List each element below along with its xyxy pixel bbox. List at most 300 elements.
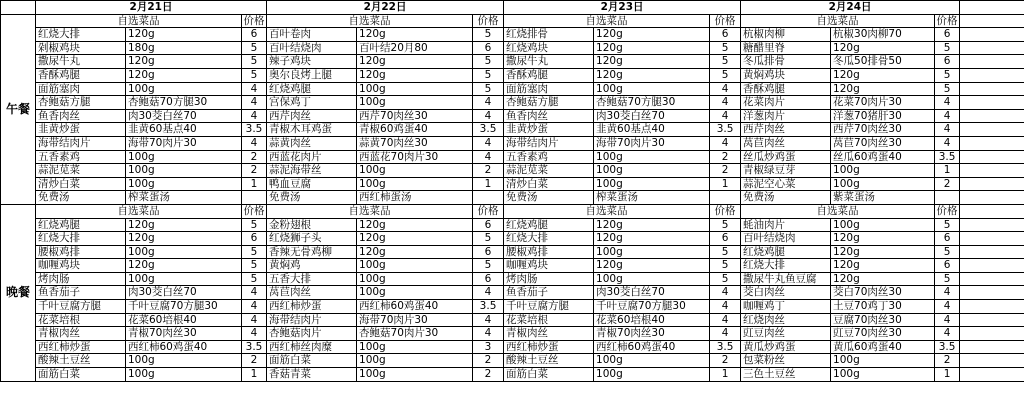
dish-price-cell: 3.5 xyxy=(935,150,960,164)
dish-price-cell: 3.5 xyxy=(242,123,267,137)
dish-name-cell: 红烧鸡块 xyxy=(504,41,594,55)
dish-price-cell: 6 xyxy=(935,232,960,246)
dish-price-cell: 5 xyxy=(242,272,267,286)
dish-price-cell: 5 xyxy=(242,55,267,69)
dish-name-cell: 黄焖鸡块 xyxy=(741,68,831,82)
dish-price-cell: 4 xyxy=(242,136,267,150)
price-column-header: 价格 xyxy=(473,14,504,28)
dish-price-cell: 4 xyxy=(473,313,504,327)
table-row xyxy=(1,41,1024,55)
meal-subheader-row xyxy=(1,204,1024,218)
dish-name-cell: 蒜黄肉丝 xyxy=(267,136,357,150)
dish-price-cell xyxy=(242,191,267,205)
dish-portion-cell: 杏鲍菇70方腿30 xyxy=(594,96,710,110)
price-column-header: 价格 xyxy=(935,14,960,28)
blank-cell xyxy=(960,41,1024,55)
dish-portion-cell: 100g xyxy=(831,354,935,368)
dish-name-cell: 千叶豆腐方腿 xyxy=(504,300,594,314)
dish-portion-cell: 100g xyxy=(831,368,935,382)
dish-name-cell: 蒜泥苋菜 xyxy=(36,164,126,178)
dish-name-cell: 豇豆肉丝 xyxy=(741,327,831,341)
dish-price-cell xyxy=(473,191,504,205)
dish-portion-cell: 100g xyxy=(357,286,473,300)
dish-price-cell: 4 xyxy=(710,136,741,150)
table-row xyxy=(1,272,1024,286)
table-row xyxy=(1,259,1024,273)
meal-label: 午餐 xyxy=(1,14,36,204)
dish-portion-cell: 杭椒30肉柳70 xyxy=(831,28,935,42)
dish-portion-cell: 120g xyxy=(831,82,935,96)
dish-name-cell: 免费汤 xyxy=(36,191,126,205)
dish-price-cell: 6 xyxy=(473,218,504,232)
dish-portion-cell: 120g xyxy=(831,232,935,246)
dish-name-cell: 撒尿牛丸 xyxy=(36,55,126,69)
dish-name-cell: 韭黄炒蛋 xyxy=(504,123,594,137)
dish-portion-cell: 100g xyxy=(357,340,473,354)
dish-portion-cell: 100g xyxy=(126,245,242,259)
day-header: 2月23日 xyxy=(504,1,741,15)
dish-name-cell: 香菇青菜 xyxy=(267,368,357,382)
dish-portion-cell: 120g xyxy=(357,55,473,69)
dish-name-cell: 西芹肉丝 xyxy=(741,123,831,137)
dish-price-cell: 4 xyxy=(242,109,267,123)
menu-column-header: 自选菜品 xyxy=(741,14,935,28)
dish-name-cell: 鸭血豆腐 xyxy=(267,177,357,191)
dish-portion-cell: 120g xyxy=(831,41,935,55)
dish-price-cell: 2 xyxy=(710,150,741,164)
dish-price-cell: 3.5 xyxy=(710,340,741,354)
dish-price-cell: 5 xyxy=(242,218,267,232)
dish-price-cell: 5 xyxy=(935,41,960,55)
dish-name-cell: 糖醋里脊 xyxy=(741,41,831,55)
dish-portion-cell: 100g xyxy=(357,272,473,286)
dish-price-cell: 5 xyxy=(710,55,741,69)
dish-name-cell: 西红柿炒蛋 xyxy=(504,340,594,354)
dish-portion-cell: 青椒70肉丝30 xyxy=(126,327,242,341)
dish-price-cell: 4 xyxy=(710,300,741,314)
blank-cell xyxy=(960,340,1024,354)
table-row xyxy=(1,286,1024,300)
dish-portion-cell: 120g xyxy=(594,232,710,246)
dish-name-cell: 杏鲍菇肉片 xyxy=(267,327,357,341)
dish-portion-cell: 100g xyxy=(831,218,935,232)
dish-name-cell: 青椒肉丝 xyxy=(36,327,126,341)
dish-name-cell: 茭白肉丝 xyxy=(741,286,831,300)
dish-price-cell: 2 xyxy=(710,354,741,368)
dish-price-cell: 5 xyxy=(473,55,504,69)
dish-portion-cell: 120g xyxy=(126,68,242,82)
dish-portion-cell: 100g xyxy=(831,164,935,178)
dish-name-cell: 莴苣肉丝 xyxy=(267,286,357,300)
dish-price-cell: 5 xyxy=(242,245,267,259)
blank-cell xyxy=(960,218,1024,232)
dish-name-cell: 腰椒鸡排 xyxy=(504,245,594,259)
dish-price-cell: 6 xyxy=(473,272,504,286)
dish-price-cell: 4 xyxy=(242,286,267,300)
table-row xyxy=(1,177,1024,191)
dish-price-cell: 1 xyxy=(935,368,960,382)
blank-cell xyxy=(960,123,1024,137)
blank-cell xyxy=(960,245,1024,259)
dish-name-cell: 宫保鸡丁 xyxy=(267,96,357,110)
dish-portion-cell: 120g xyxy=(594,259,710,273)
table-row xyxy=(1,327,1024,341)
blank-cell xyxy=(960,204,1024,218)
dish-price-cell: 5 xyxy=(242,68,267,82)
dish-price-cell: 4 xyxy=(473,136,504,150)
dish-name-cell: 咖喱鸡丁 xyxy=(741,300,831,314)
table-row xyxy=(1,191,1024,205)
dish-portion-cell: 100g xyxy=(594,272,710,286)
dish-price-cell: 2 xyxy=(242,164,267,178)
menu-column-header: 自选菜品 xyxy=(36,204,242,218)
dish-price-cell: 6 xyxy=(242,28,267,42)
dish-name-cell: 青椒绿豆芽 xyxy=(741,164,831,178)
menu-column-header: 自选菜品 xyxy=(504,204,710,218)
price-column-header: 价格 xyxy=(710,204,741,218)
dish-name-cell: 韭黄炒蛋 xyxy=(36,123,126,137)
dish-price-cell: 5 xyxy=(473,28,504,42)
dish-portion-cell: 豇豆70肉丝30 xyxy=(831,327,935,341)
dish-portion-cell: 千叶豆腐70方腿30 xyxy=(126,300,242,314)
dish-portion-cell: 花菜60培根40 xyxy=(126,313,242,327)
dish-name-cell: 杏鲍菇方腿 xyxy=(504,96,594,110)
blank-cell xyxy=(960,286,1024,300)
dish-portion-cell: 120g xyxy=(594,55,710,69)
dish-name-cell: 五香素鸡 xyxy=(36,150,126,164)
dish-name-cell: 杏鲍菇方腿 xyxy=(36,96,126,110)
dish-name-cell: 腰椒鸡排 xyxy=(36,245,126,259)
dish-name-cell: 酸辣土豆丝 xyxy=(504,354,594,368)
dish-price-cell: 1 xyxy=(242,177,267,191)
dish-portion-cell: 100g xyxy=(594,245,710,259)
dish-price-cell: 5 xyxy=(710,245,741,259)
dish-portion-cell: 紫菜蛋汤 xyxy=(831,191,935,205)
dish-price-cell: 4 xyxy=(935,109,960,123)
dish-name-cell: 红烧大排 xyxy=(504,232,594,246)
dish-name-cell: 香酥鸡腿 xyxy=(36,68,126,82)
dish-portion-cell: 120g xyxy=(126,28,242,42)
dish-portion-cell: 100g xyxy=(357,259,473,273)
dish-portion-cell: 100g xyxy=(357,164,473,178)
dish-price-cell: 5 xyxy=(710,68,741,82)
dish-name-cell: 烤肉肠 xyxy=(36,272,126,286)
date-header-row xyxy=(1,1,1024,15)
dish-price-cell: 6 xyxy=(473,245,504,259)
dish-portion-cell: 120g xyxy=(594,41,710,55)
blank-cell xyxy=(960,272,1024,286)
dish-portion-cell: 西蓝花70肉片30 xyxy=(357,150,473,164)
dish-name-cell: 免费汤 xyxy=(741,191,831,205)
dish-name-cell: 莴苣肉丝 xyxy=(741,136,831,150)
meal-subheader-row xyxy=(1,14,1024,28)
dish-portion-cell: 青椒60鸡蛋40 xyxy=(357,123,473,137)
dish-price-cell: 5 xyxy=(473,232,504,246)
dish-price-cell: 3.5 xyxy=(473,123,504,137)
dish-name-cell: 西芹肉丝 xyxy=(267,109,357,123)
dish-portion-cell: 花菜60培根40 xyxy=(594,313,710,327)
dish-price-cell: 3 xyxy=(473,340,504,354)
dish-portion-cell: 120g xyxy=(126,218,242,232)
dish-name-cell: 红烧狮子头 xyxy=(267,232,357,246)
dish-price-cell: 5 xyxy=(935,68,960,82)
dish-name-cell: 香辣无骨鸡柳 xyxy=(267,245,357,259)
dish-price-cell: 4 xyxy=(473,150,504,164)
dish-portion-cell: 120g xyxy=(594,28,710,42)
dish-portion-cell: 180g xyxy=(126,41,242,55)
blank-cell xyxy=(960,259,1024,273)
blank-cell xyxy=(960,232,1024,246)
day-header: 2月24日 xyxy=(741,1,960,15)
dish-price-cell: 4 xyxy=(935,96,960,110)
dish-portion-cell: 西红柿60鸡蛋40 xyxy=(126,340,242,354)
dish-portion-cell: 100g xyxy=(594,368,710,382)
dish-portion-cell: 肉30茭白丝70 xyxy=(126,109,242,123)
dish-portion-cell: 120g xyxy=(831,245,935,259)
dish-price-cell: 4 xyxy=(242,300,267,314)
dish-name-cell: 包菜粉丝 xyxy=(741,354,831,368)
dish-price-cell: 5 xyxy=(710,218,741,232)
dish-name-cell: 红烧排骨 xyxy=(504,28,594,42)
dish-name-cell: 红烧大排 xyxy=(36,28,126,42)
dish-name-cell: 丝瓜炒鸡蛋 xyxy=(741,150,831,164)
menu-column-header: 自选菜品 xyxy=(504,14,710,28)
dish-name-cell: 西红柿炒蛋 xyxy=(267,300,357,314)
dish-price-cell: 4 xyxy=(710,109,741,123)
dish-name-cell: 鱼香茄子 xyxy=(504,286,594,300)
table-row xyxy=(1,313,1024,327)
table-row xyxy=(1,232,1024,246)
blank-cell xyxy=(960,82,1024,96)
dish-name-cell: 鱼香肉丝 xyxy=(36,109,126,123)
dish-price-cell: 1 xyxy=(242,368,267,382)
dish-portion-cell: 韭黄60基点40 xyxy=(126,123,242,137)
dish-price-cell: 4 xyxy=(242,82,267,96)
dish-name-cell: 蒜泥苋菜 xyxy=(504,164,594,178)
dish-name-cell: 奥尔良烤上腿 xyxy=(267,68,357,82)
dish-portion-cell: 100g xyxy=(126,82,242,96)
dish-portion-cell: 100g xyxy=(594,177,710,191)
dish-portion-cell: 100g xyxy=(126,177,242,191)
table-row xyxy=(1,136,1024,150)
blank-cell xyxy=(960,191,1024,205)
dish-price-cell: 5 xyxy=(242,259,267,273)
dish-portion-cell: 西红柿60鸡蛋40 xyxy=(594,340,710,354)
dish-portion-cell: 肉30茭白丝70 xyxy=(126,286,242,300)
blank-cell xyxy=(960,354,1024,368)
dish-portion-cell: 杏鲍菇70方腿30 xyxy=(126,96,242,110)
dish-name-cell: 五香素鸡 xyxy=(504,150,594,164)
dish-name-cell: 红烧鸡腿 xyxy=(504,218,594,232)
blank-cell xyxy=(960,300,1024,314)
dish-price-cell: 2 xyxy=(935,177,960,191)
blank-cell xyxy=(960,327,1024,341)
dish-portion-cell: 120g xyxy=(831,259,935,273)
dish-price-cell: 1 xyxy=(473,177,504,191)
dish-price-cell: 6 xyxy=(935,28,960,42)
table-row xyxy=(1,96,1024,110)
table-row xyxy=(1,368,1024,382)
dish-name-cell: 蒜泥空心菜 xyxy=(741,177,831,191)
dish-name-cell: 青椒木耳鸡蛋 xyxy=(267,123,357,137)
dish-price-cell: 6 xyxy=(935,259,960,273)
dish-name-cell: 鱼香肉丝 xyxy=(504,109,594,123)
dish-name-cell: 黄瓜炒鸡蛋 xyxy=(741,340,831,354)
dish-price-cell: 6 xyxy=(710,28,741,42)
menu-column-header: 自选菜品 xyxy=(267,204,473,218)
dish-name-cell: 免费汤 xyxy=(267,191,357,205)
dish-portion-cell: 100g xyxy=(126,164,242,178)
dish-portion-cell: 西芹70肉丝30 xyxy=(831,123,935,137)
dish-price-cell xyxy=(710,191,741,205)
dish-portion-cell: 100g xyxy=(594,150,710,164)
dish-name-cell: 花菜培根 xyxy=(504,313,594,327)
menu-column-header: 自选菜品 xyxy=(267,14,473,28)
dish-price-cell: 6 xyxy=(242,232,267,246)
dish-price-cell: 4 xyxy=(242,96,267,110)
dish-portion-cell: 100g xyxy=(357,354,473,368)
table-row xyxy=(1,245,1024,259)
table-row xyxy=(1,150,1024,164)
dish-portion-cell: 120g xyxy=(357,245,473,259)
dish-portion-cell: 青椒70肉丝30 xyxy=(594,327,710,341)
dish-price-cell: 4 xyxy=(935,136,960,150)
dish-price-cell: 5 xyxy=(710,41,741,55)
dish-price-cell: 2 xyxy=(473,368,504,382)
dish-price-cell: 4 xyxy=(710,327,741,341)
dish-portion-cell: 榨菜蛋汤 xyxy=(594,191,710,205)
dish-price-cell: 3.5 xyxy=(935,340,960,354)
dish-portion-cell: 西红柿蛋汤 xyxy=(357,191,473,205)
dish-price-cell: 5 xyxy=(710,259,741,273)
dish-price-cell: 2 xyxy=(473,164,504,178)
dish-name-cell: 红烧大排 xyxy=(741,259,831,273)
dish-price-cell: 6 xyxy=(710,232,741,246)
menu-column-header: 自选菜品 xyxy=(36,14,242,28)
dish-portion-cell: 100g xyxy=(357,368,473,382)
dish-name-cell: 面筋白菜 xyxy=(267,354,357,368)
dish-price-cell: 4 xyxy=(710,286,741,300)
dish-portion-cell: 120g xyxy=(357,218,473,232)
dish-price-cell: 5 xyxy=(935,245,960,259)
dish-portion-cell: 120g xyxy=(594,68,710,82)
dish-portion-cell: 100g xyxy=(594,82,710,96)
dish-name-cell: 鱼香茄子 xyxy=(36,286,126,300)
dish-portion-cell: 西红柿60鸡蛋40 xyxy=(357,300,473,314)
dish-name-cell: 花菜肉片 xyxy=(741,96,831,110)
dish-portion-cell: 100g xyxy=(831,177,935,191)
dish-portion-cell: 冬瓜50排骨50 xyxy=(831,55,935,69)
dish-portion-cell: 120g xyxy=(357,68,473,82)
dish-price-cell: 1 xyxy=(710,177,741,191)
dish-name-cell: 咖喱鸡块 xyxy=(36,259,126,273)
dish-price-cell: 4 xyxy=(242,327,267,341)
dish-name-cell: 黄焖鸡 xyxy=(267,259,357,273)
dish-name-cell: 海带结肉片 xyxy=(36,136,126,150)
dish-portion-cell: 茭白70肉丝30 xyxy=(831,286,935,300)
table-row xyxy=(1,28,1024,42)
dish-portion-cell: 百叶结20月80 xyxy=(357,41,473,55)
dish-portion-cell: 花菜70肉片30 xyxy=(831,96,935,110)
dish-name-cell: 青椒肉丝 xyxy=(504,327,594,341)
dish-price-cell: 4 xyxy=(473,96,504,110)
dish-name-cell: 面筋塞肉 xyxy=(36,82,126,96)
dish-name-cell: 清炒白菜 xyxy=(36,177,126,191)
dish-price-cell: 3.5 xyxy=(710,123,741,137)
table-row xyxy=(1,109,1024,123)
dish-price-cell: 1 xyxy=(935,164,960,178)
blank-cell xyxy=(960,136,1024,150)
dish-portion-cell: 120g xyxy=(357,232,473,246)
dish-portion-cell: 100g xyxy=(126,150,242,164)
dish-name-cell: 香酥鸡腿 xyxy=(504,68,594,82)
dish-portion-cell: 豆腐70肉丝30 xyxy=(831,313,935,327)
blank-cell xyxy=(960,109,1024,123)
dish-portion-cell: 120g xyxy=(357,28,473,42)
dish-name-cell: 酸辣土豆丝 xyxy=(36,354,126,368)
dish-name-cell: 蒜泥海带丝 xyxy=(267,164,357,178)
dish-price-cell: 4 xyxy=(710,96,741,110)
table-row xyxy=(1,300,1024,314)
dish-portion-cell: 韭黄60基点40 xyxy=(594,123,710,137)
dish-portion-cell: 洋葱70猪肝30 xyxy=(831,109,935,123)
dish-price-cell: 4 xyxy=(242,313,267,327)
dish-portion-cell: 100g xyxy=(594,354,710,368)
dish-portion-cell: 120g xyxy=(831,272,935,286)
menu-column-header: 自选菜品 xyxy=(741,204,935,218)
price-column-header: 价格 xyxy=(710,14,741,28)
dish-portion-cell: 黄瓜60鸡蛋40 xyxy=(831,340,935,354)
dish-price-cell: 5 xyxy=(473,82,504,96)
blank-cell xyxy=(960,55,1024,69)
dish-name-cell: 香酥鸡腿 xyxy=(741,82,831,96)
dish-name-cell: 西蓝花肉片 xyxy=(267,150,357,164)
blank-cell xyxy=(960,28,1024,42)
dish-name-cell: 红烧鸡腿 xyxy=(267,82,357,96)
dish-price-cell: 5 xyxy=(935,82,960,96)
blank-cell xyxy=(960,164,1024,178)
dish-portion-cell: 肉30茭白丝70 xyxy=(594,109,710,123)
dish-portion-cell: 榨菜蛋汤 xyxy=(126,191,242,205)
dish-portion-cell: 西芹70肉丝30 xyxy=(357,109,473,123)
blank-cell xyxy=(960,14,1024,28)
dish-name-cell: 西红柿炒蛋 xyxy=(36,340,126,354)
blank-cell xyxy=(960,150,1024,164)
dish-price-cell: 4 xyxy=(935,327,960,341)
dish-name-cell: 撒尿牛丸鱼豆腐 xyxy=(741,272,831,286)
dish-portion-cell: 杏鲍菇70肉片30 xyxy=(357,327,473,341)
dish-portion-cell: 120g xyxy=(831,68,935,82)
dish-price-cell: 4 xyxy=(473,286,504,300)
dish-name-cell: 百叶结烧肉 xyxy=(267,41,357,55)
dish-name-cell: 面筋白菜 xyxy=(36,368,126,382)
dish-name-cell: 杭椒肉柳 xyxy=(741,28,831,42)
dish-portion-cell: 100g xyxy=(126,354,242,368)
dish-price-cell: 5 xyxy=(710,272,741,286)
dish-name-cell: 金粉翅根 xyxy=(267,218,357,232)
dish-price-cell: 4 xyxy=(710,82,741,96)
table-row xyxy=(1,354,1024,368)
dish-name-cell: 面筋塞肉 xyxy=(504,82,594,96)
price-column-header: 价格 xyxy=(242,14,267,28)
dish-portion-cell: 120g xyxy=(126,259,242,273)
dish-name-cell: 海带结肉片 xyxy=(267,313,357,327)
dish-portion-cell: 100g xyxy=(357,177,473,191)
day-header: 2月21日 xyxy=(36,1,267,15)
dish-price-cell: 5 xyxy=(935,272,960,286)
dish-portion-cell: 100g xyxy=(126,272,242,286)
dish-name-cell: 三色土豆丝 xyxy=(741,368,831,382)
